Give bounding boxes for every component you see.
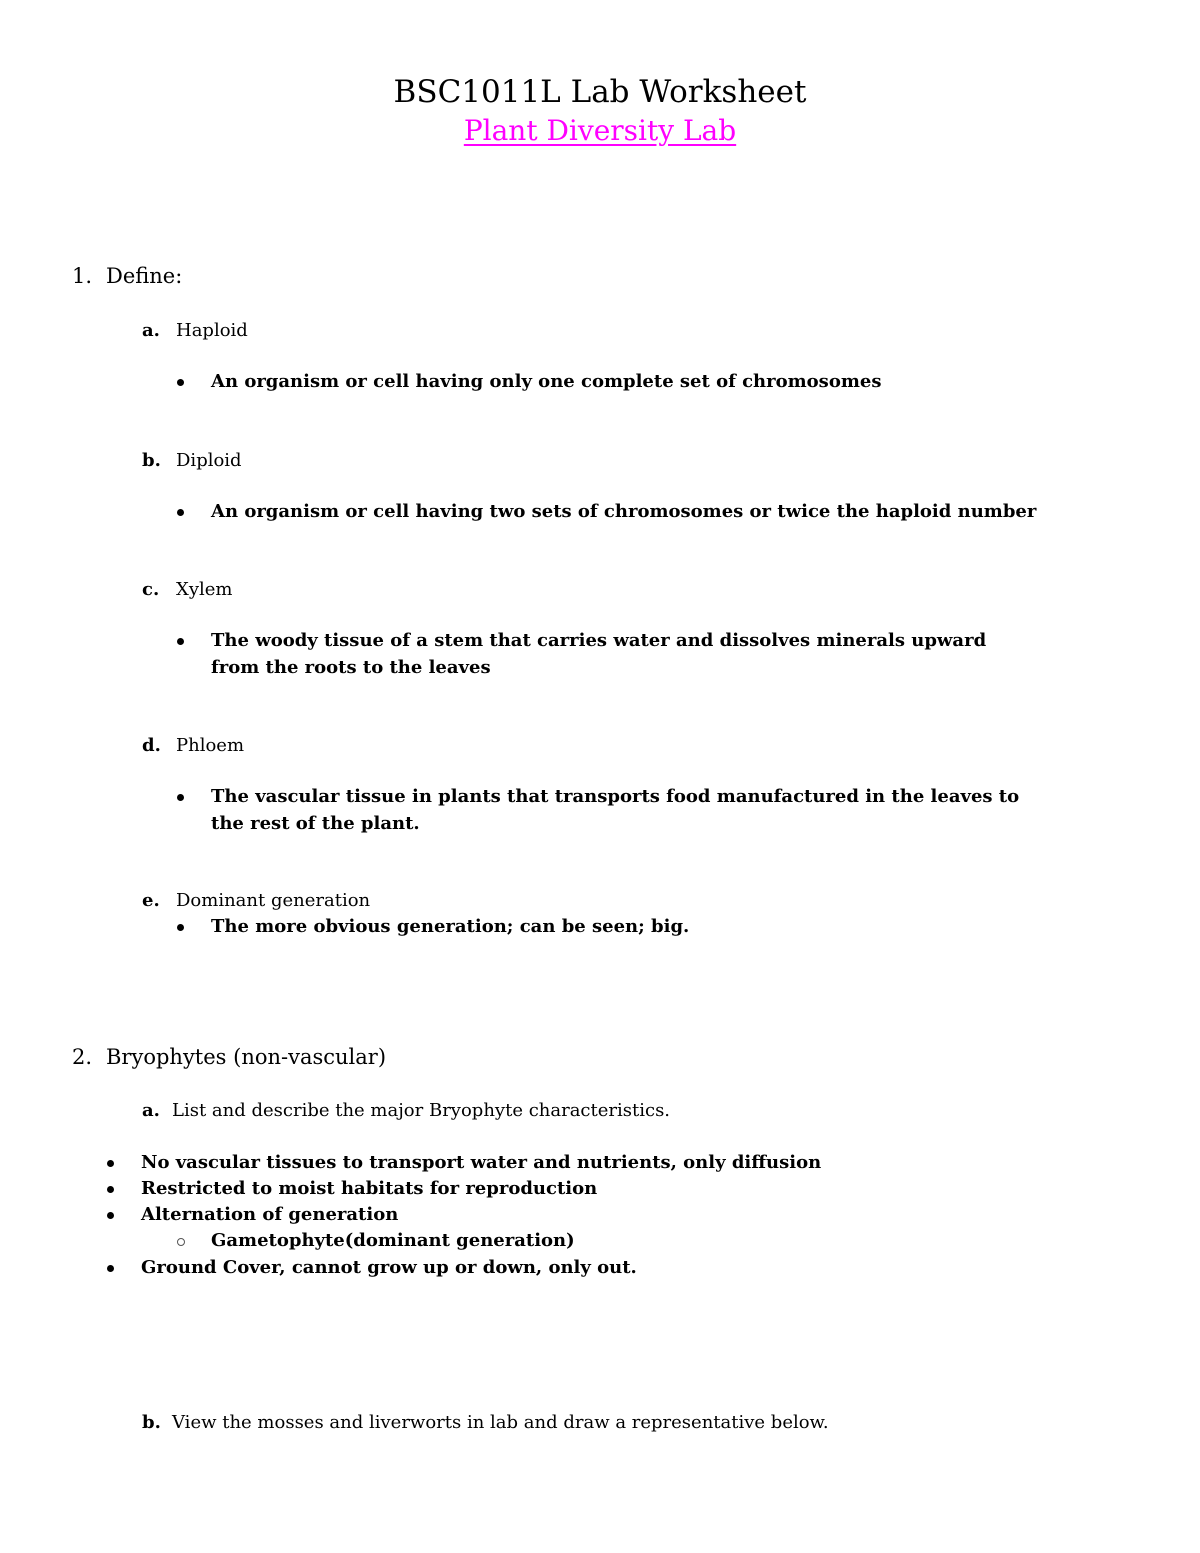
section-2-part-b xyxy=(142,1410,1042,1436)
characteristic-text: No vascular tissues to transport water and nutrients, only diffusion xyxy=(141,1152,822,1173)
item-letter: b. xyxy=(142,1412,161,1433)
bullet-icon xyxy=(107,1186,114,1193)
section-2-heading xyxy=(72,1043,572,1071)
definition-xylem xyxy=(177,627,1157,681)
term-xylem: Xylem xyxy=(176,579,233,600)
define-item-c xyxy=(142,577,542,603)
definition-phloem xyxy=(177,783,1157,837)
characteristic-text: Restricted to moist habitats for reproduction xyxy=(141,1178,598,1199)
part-a-prompt: List and describe the major Bryophyte characteristics. xyxy=(172,1100,671,1121)
characteristic-text: Ground Cover, cannot grow up or down, only out. xyxy=(141,1257,637,1278)
bullet-icon xyxy=(177,638,184,645)
term-phloem: Phloem xyxy=(176,735,245,756)
bryophyte-characteristic xyxy=(107,1201,1007,1228)
definition-line-1: The woody tissue of a stem that carries water and dissolves minerals upward xyxy=(211,630,987,651)
define-item-b xyxy=(142,448,542,474)
definition-diploid xyxy=(177,498,1167,525)
define-item-e xyxy=(142,888,542,914)
term-diploid: Diploid xyxy=(176,450,242,471)
section-2-title: Bryophytes (non-vascular) xyxy=(106,1045,387,1069)
bryophyte-characteristic xyxy=(107,1149,1007,1176)
term-haploid: Haploid xyxy=(176,320,248,341)
item-letter: d. xyxy=(142,735,161,756)
definition-line-1: The vascular tissue in plants that transports food manufactured in the leaves to xyxy=(211,786,1020,807)
part-b-prompt: View the mosses and liverworts in lab and draw a representative below. xyxy=(172,1412,829,1433)
characteristic-text: Alternation of generation xyxy=(141,1204,399,1225)
item-letter: c. xyxy=(142,579,160,600)
section-1-title: Define: xyxy=(106,264,183,288)
bullet-icon xyxy=(177,509,184,516)
bullet-icon xyxy=(177,794,184,801)
section-1-number: 1. xyxy=(72,264,93,288)
define-item-a xyxy=(142,318,542,344)
item-letter: a. xyxy=(142,1100,160,1121)
bullet-icon xyxy=(107,1265,114,1272)
bullet-icon xyxy=(177,924,184,931)
definition-text: The more obvious generation; can be seen; big. xyxy=(211,916,690,937)
item-letter: a. xyxy=(142,320,160,341)
bryophyte-sub-characteristic xyxy=(177,1227,877,1254)
section-2-part-a xyxy=(142,1098,842,1124)
definition-line-2: from the roots to the leaves xyxy=(211,657,491,678)
definition-haploid xyxy=(177,368,1157,395)
item-letter: b. xyxy=(142,450,161,471)
definition-line-2: the rest of the plant. xyxy=(211,813,420,834)
definition-dominant-generation xyxy=(177,913,1157,940)
definition-text: An organism or cell having two sets of chromosomes or twice the haploid number xyxy=(211,501,1037,522)
sub-characteristic-text: Gametophyte(dominant generation) xyxy=(211,1230,575,1251)
bullet-icon xyxy=(107,1212,114,1219)
worksheet-subtitle: Plant Diversity Lab xyxy=(463,114,737,147)
term-dominant-generation: Dominant generation xyxy=(176,890,371,911)
bryophyte-characteristic xyxy=(107,1175,1007,1202)
section-2-number: 2. xyxy=(72,1045,93,1069)
worksheet-title: BSC1011L Lab Worksheet xyxy=(393,74,807,110)
hollow-bullet-icon xyxy=(177,1238,185,1246)
bullet-icon xyxy=(107,1160,114,1167)
bullet-icon xyxy=(177,379,184,386)
define-item-d xyxy=(142,733,542,759)
definition-text: An organism or cell having only one complete set of chromosomes xyxy=(211,371,882,392)
item-letter: e. xyxy=(142,890,160,911)
section-1-heading xyxy=(72,262,472,290)
bryophyte-characteristic xyxy=(107,1254,1007,1281)
